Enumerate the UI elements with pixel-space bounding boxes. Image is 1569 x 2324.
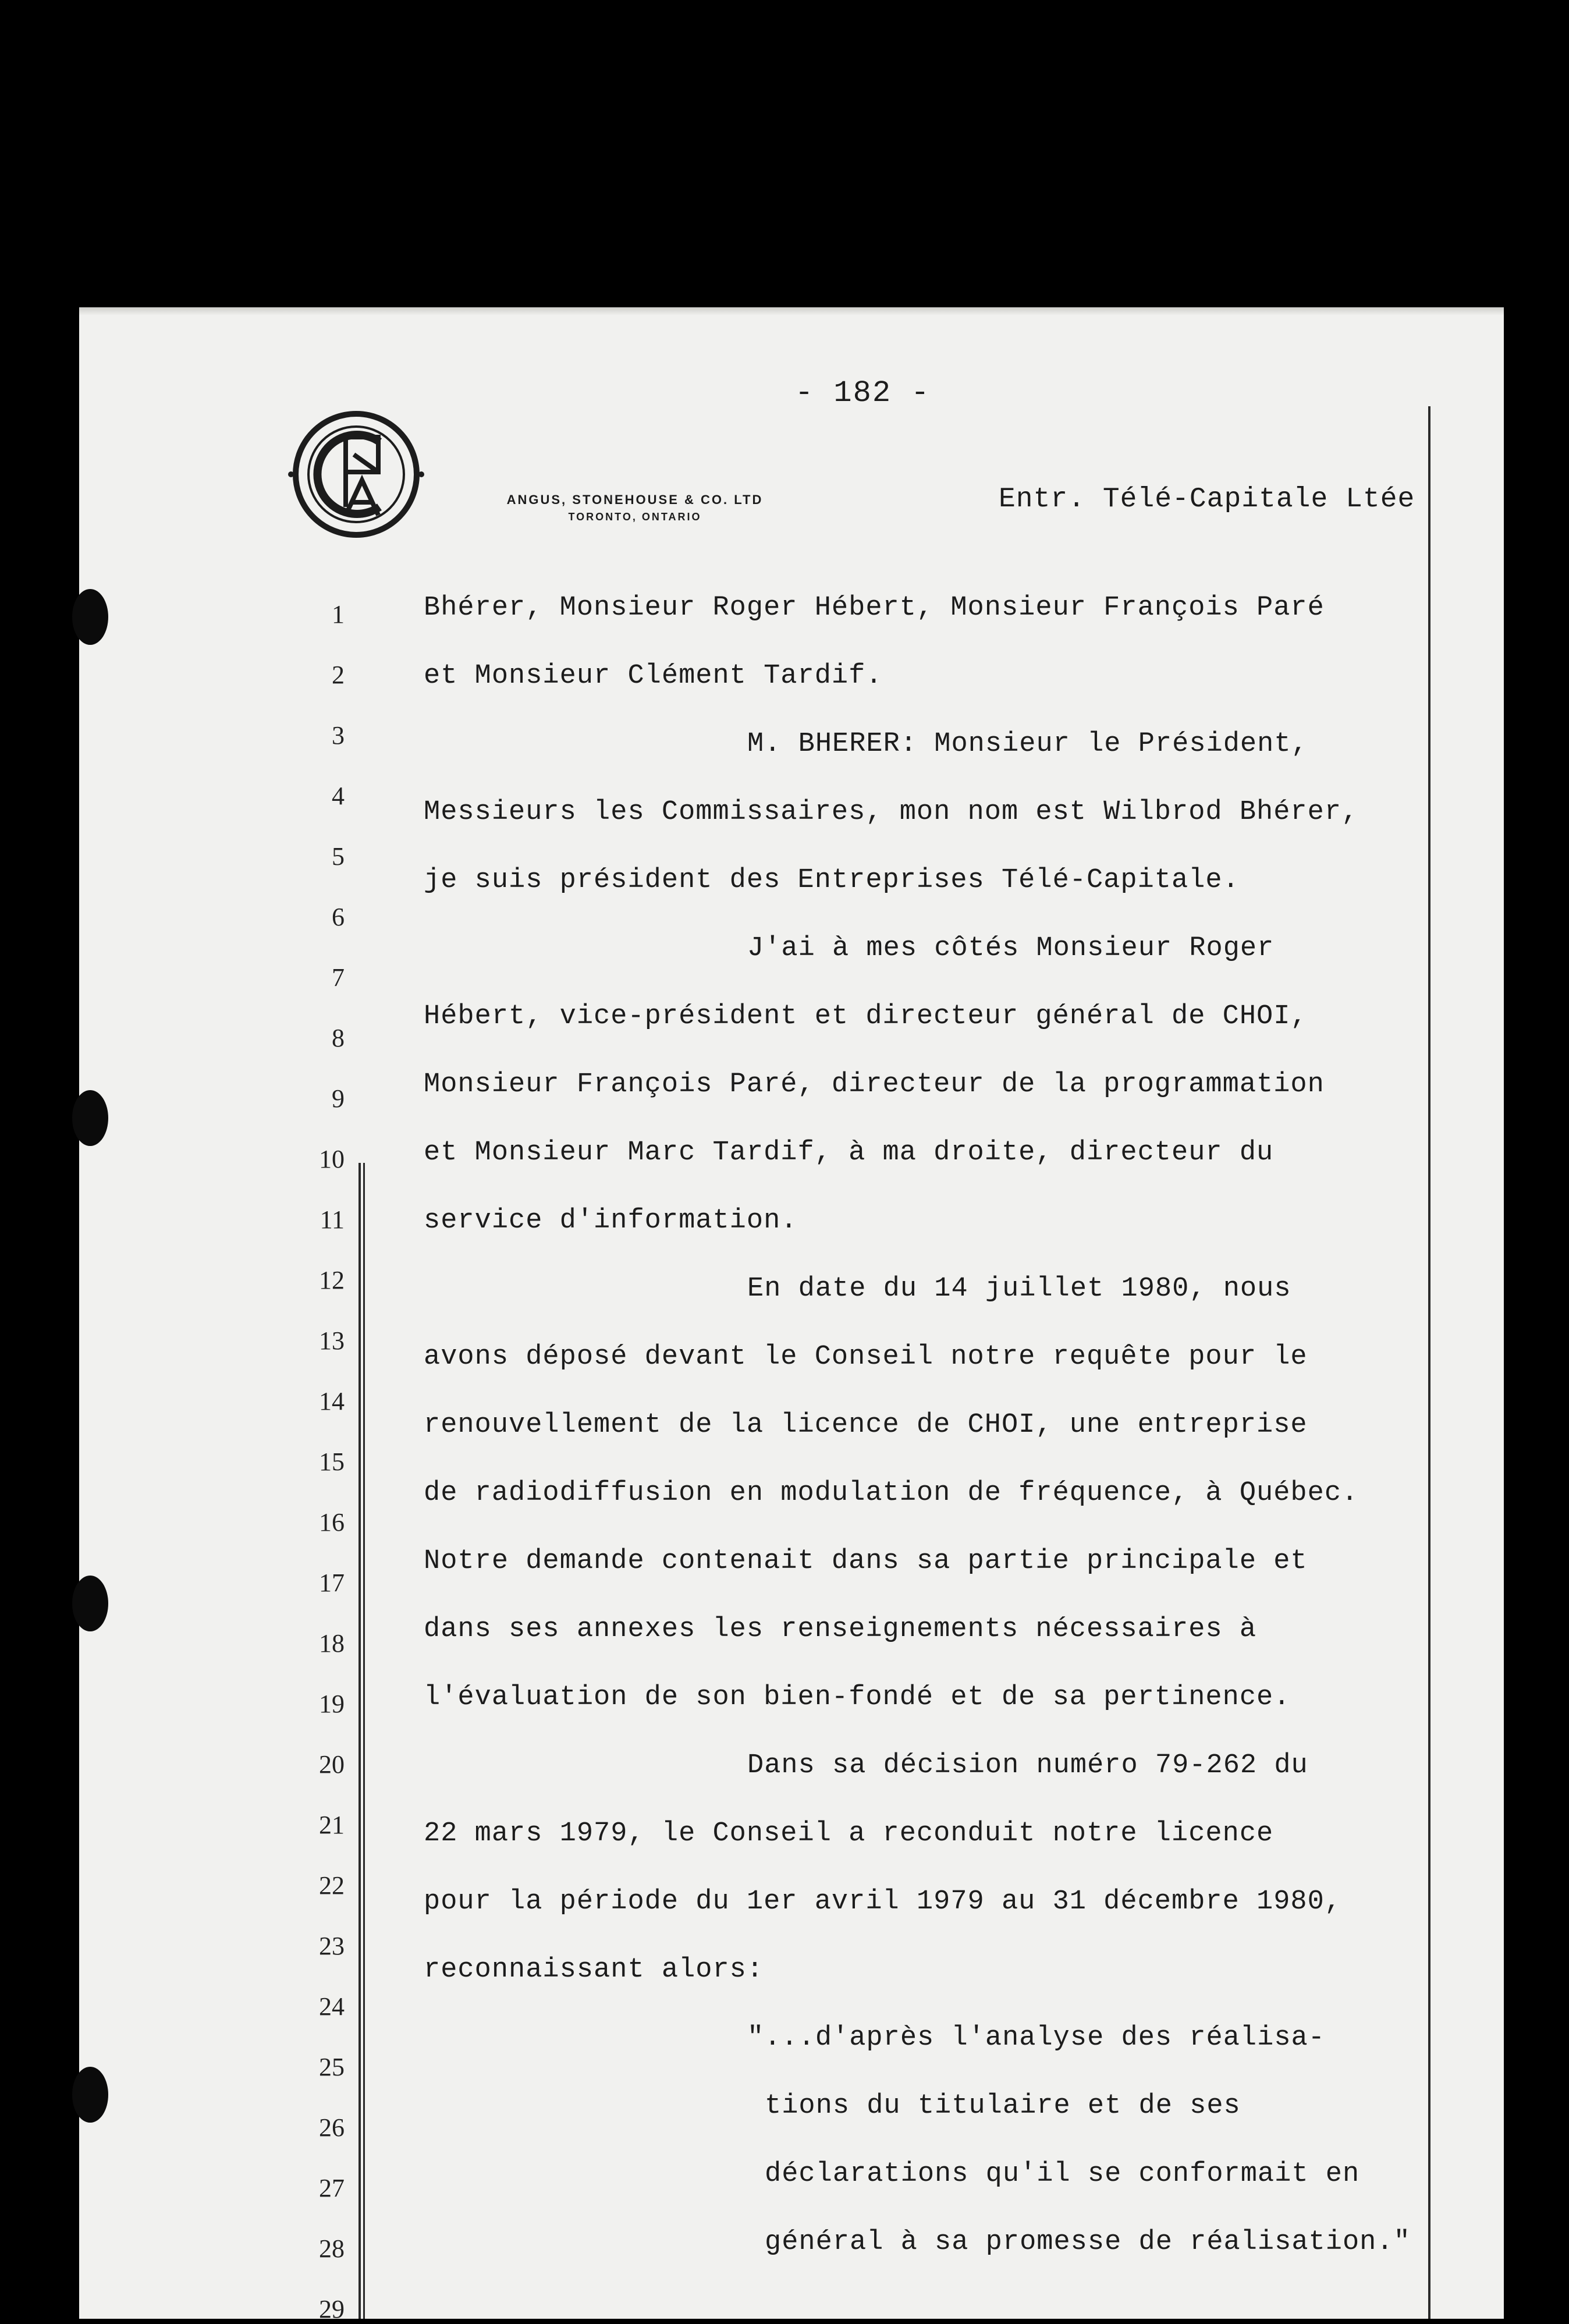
transcript-line: l'évaluation de son bien-fondé et de sa pertinence. xyxy=(424,1682,1291,1713)
transcript-line: déclarations qu'il se conformait en xyxy=(765,2159,1360,2190)
transcript-line: En date du 14 juillet 1980, nous xyxy=(747,1273,1291,1304)
line-number: 7 xyxy=(332,963,345,992)
binder-hole xyxy=(72,589,108,645)
line-number: 21 xyxy=(319,1811,345,1839)
transcript-line: Notre demande contenait dans sa partie principale et xyxy=(424,1546,1308,1577)
line-number: 9 xyxy=(332,1084,345,1113)
line-number: 14 xyxy=(319,1387,345,1415)
line-number: 13 xyxy=(319,1326,345,1355)
line-number: 18 xyxy=(319,1629,345,1658)
transcript-line: service d'information. xyxy=(424,1205,798,1236)
line-number: 20 xyxy=(319,1750,345,1779)
transcript-page xyxy=(79,307,1504,2323)
line-number: 2 xyxy=(332,661,345,689)
transcript-line: Messieurs les Commissaires, mon nom est Wilbrod Bhérer, xyxy=(424,797,1359,828)
line-number: 6 xyxy=(332,903,345,931)
transcript-line: je suis président des Entreprises Télé-Capitale. xyxy=(424,865,1240,896)
transcript-line: Monsieur François Paré, directeur de la programmation xyxy=(424,1069,1325,1100)
transcript-line: "...d'après l'analyse des réalisa- xyxy=(747,2023,1325,2053)
line-number: 8 xyxy=(332,1024,345,1052)
transcript-line: de radiodiffusion en modulation de fréquence, à Québec. xyxy=(424,1478,1359,1509)
line-number: 12 xyxy=(319,1266,345,1294)
line-number: 3 xyxy=(332,721,345,750)
line-number: 4 xyxy=(332,782,345,810)
transcript-line: tions du titulaire et de ses xyxy=(765,2091,1241,2121)
transcript-line: avons déposé devant le Conseil notre requête pour le xyxy=(424,1342,1308,1372)
page-top-edge xyxy=(79,307,1504,315)
transcript-line: général à sa promesse de réalisation." xyxy=(765,2227,1411,2258)
page-number: - 182 - xyxy=(795,376,931,410)
binder-hole xyxy=(72,1576,108,1631)
transcript-line: et Monsieur Clément Tardif. xyxy=(424,661,883,691)
line-number: 16 xyxy=(319,1508,345,1537)
transcript-line: dans ses annexes les renseignements nécessaires à xyxy=(424,1614,1257,1645)
line-number: 15 xyxy=(319,1447,345,1476)
firm-name: ANGUS, STONEHOUSE & CO. LTD xyxy=(506,492,764,507)
line-number: 24 xyxy=(319,1992,345,2021)
transcript-line: pour la période du 1er avril 1979 au 31 décembre 1980, xyxy=(424,1886,1342,1917)
margin-rule-left-inner xyxy=(363,1163,365,2319)
line-number: 27 xyxy=(319,2174,345,2202)
transcript-line: Dans sa décision numéro 79-262 du xyxy=(747,1750,1308,1781)
line-number: 23 xyxy=(319,1932,345,1960)
transcript-line: renouvellement de la licence de CHOI, une entreprise xyxy=(424,1410,1308,1440)
line-number: 11 xyxy=(320,1205,345,1234)
transcript-line: M. BHERER: Monsieur le Président, xyxy=(747,729,1308,760)
margin-rule-left xyxy=(358,1163,361,2319)
binder-hole xyxy=(72,2067,108,2123)
line-number: 26 xyxy=(319,2113,345,2142)
line-number: 10 xyxy=(319,1145,345,1173)
line-number: 19 xyxy=(319,1690,345,1718)
firm-block xyxy=(455,492,815,523)
line-number: 22 xyxy=(319,1871,345,1900)
transcript-line: et Monsieur Marc Tardif, à ma droite, directeur du xyxy=(424,1137,1274,1168)
line-number: 1 xyxy=(332,600,345,629)
line-number: 17 xyxy=(319,1569,345,1597)
transcription-seal-logo xyxy=(281,399,432,550)
transcript-line: reconnaissant alors: xyxy=(424,1954,764,1985)
line-number: 28 xyxy=(319,2234,345,2263)
line-number: 5 xyxy=(332,842,345,871)
firm-city: TORONTO, ONTARIO xyxy=(568,511,702,523)
binder-hole xyxy=(72,1090,108,1146)
margin-rule-right xyxy=(1428,406,1430,2319)
transcript-line: 22 mars 1979, le Conseil a reconduit notre licence xyxy=(424,1818,1274,1849)
transcript-line: J'ai à mes côtés Monsieur Roger xyxy=(747,933,1275,964)
line-number: 29 xyxy=(319,2295,345,2323)
transcript-line: Hébert, vice-président et directeur général de CHOI, xyxy=(424,1001,1308,1032)
line-number: 25 xyxy=(319,2053,345,2081)
case-title: Entr. Télé-Capitale Ltée xyxy=(999,484,1415,515)
transcript-line: Bhérer, Monsieur Roger Hébert, Monsieur François Paré xyxy=(424,592,1325,623)
